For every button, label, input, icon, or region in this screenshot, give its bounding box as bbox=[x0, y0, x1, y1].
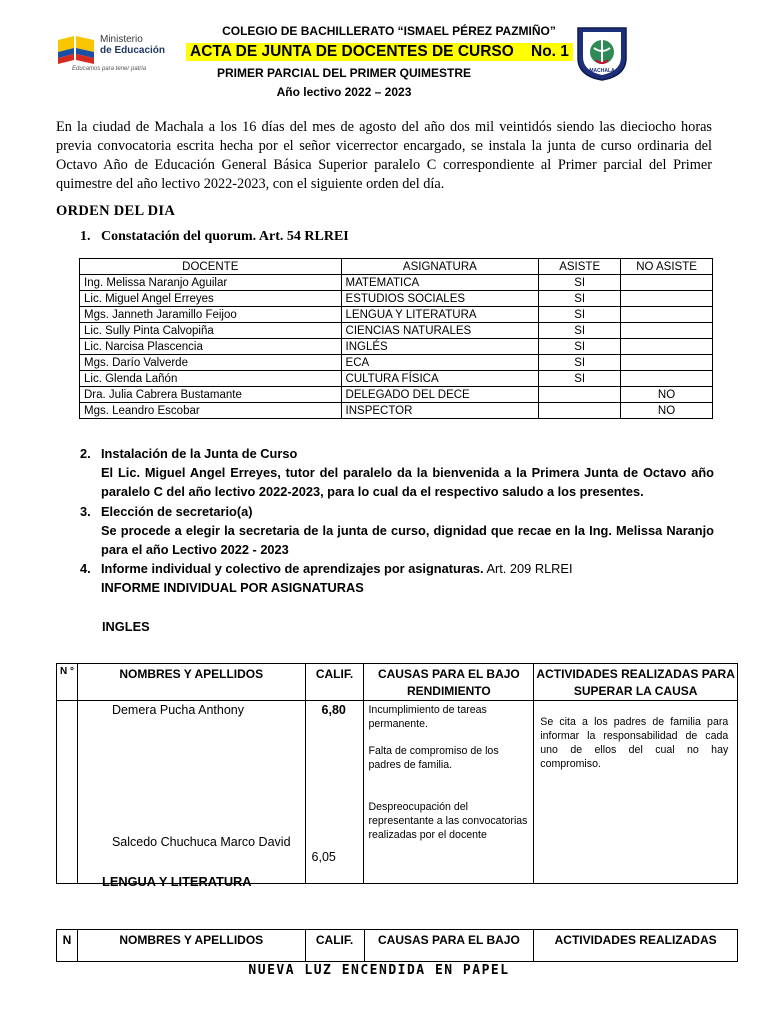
agenda-item-body: Se procede a elegir la secretaria de la junta de curso, dignidad que recae en la Ing. Melissa Naranjo para el año Lectivo 2022 - 2023 bbox=[101, 523, 714, 557]
agenda-item-1 bbox=[80, 229, 349, 245]
no-asiste-cell: NO bbox=[621, 403, 713, 419]
docente-cell: Ing. Melissa Naranjo Aguilar bbox=[80, 275, 342, 291]
table-row bbox=[80, 403, 713, 419]
asiste-cell: SI bbox=[539, 307, 621, 323]
asiste-cell bbox=[539, 403, 621, 419]
column-header-calif: CALIF. bbox=[305, 664, 364, 701]
agenda-item-title: Elección de secretario(a) bbox=[101, 504, 253, 519]
column-header-actividades: ACTIVIDADES REALIZADAS PARA SUPERAR LA CAUSA bbox=[534, 664, 738, 701]
agenda-item-number: 3. bbox=[80, 504, 91, 519]
agenda-item-title: Informe individual y colectivo de aprendizajes por asignaturas. bbox=[101, 561, 484, 576]
asignatura-cell: CULTURA FÍSICA bbox=[341, 371, 539, 387]
seal-text: MACHALA bbox=[589, 68, 615, 74]
docente-cell: Lic. Miguel Angel Erreyes bbox=[80, 291, 342, 307]
causa-item: Incumplimiento de tareas permanente. bbox=[368, 704, 487, 730]
no-asiste-cell bbox=[621, 291, 713, 307]
agenda-item-body: El Lic. Miguel Angel Erreyes, tutor del paralelo da la bienvenida a la Primera Junta de Octavo año paralelo C del año lectivo 2022-2023, para lo cual da el respectivo saludo a los presentes. bbox=[101, 465, 714, 499]
actividades-cell bbox=[534, 701, 738, 884]
no-asiste-cell bbox=[621, 355, 713, 371]
table-row bbox=[57, 701, 738, 884]
ministerio-logo-text: Ministerio de Educación bbox=[100, 34, 166, 56]
no-asiste-cell bbox=[621, 339, 713, 355]
asignatura-cell: CIENCIAS NATURALES bbox=[341, 323, 539, 339]
column-header-actividades: ACTIVIDADES REALIZADAS bbox=[534, 930, 738, 962]
docente-cell: Dra. Julia Cabrera Bustamante bbox=[80, 387, 342, 403]
agenda-item-reference: Art. 54 RLREI bbox=[258, 229, 349, 244]
asiste-cell: SI bbox=[539, 355, 621, 371]
table-header-row bbox=[80, 259, 713, 275]
asiste-cell: SI bbox=[539, 323, 621, 339]
agenda-item-title: Constatación del quorum. bbox=[101, 229, 257, 244]
docente-cell: Lic. Narcisa Plascencia bbox=[80, 339, 342, 355]
column-header-nombres: NOMBRES Y APELLIDOS bbox=[77, 930, 305, 962]
asignatura-cell: INSPECTOR bbox=[341, 403, 539, 419]
agenda-item-subtitle: INFORME INDIVIDUAL POR ASIGNATURAS bbox=[101, 580, 364, 595]
column-header: ASIGNATURA bbox=[341, 259, 539, 275]
table-row bbox=[80, 307, 713, 323]
column-header: NO ASISTE bbox=[621, 259, 713, 275]
asignatura-cell: INGLÉS bbox=[341, 339, 539, 355]
table-row bbox=[80, 355, 713, 371]
causa-item: Despreocupación del representante a las convocatorias realizadas por el docente bbox=[368, 801, 528, 841]
document-title: ACTA DE JUNTA DE DOCENTES DE CURSO No. 1 bbox=[186, 43, 573, 61]
agenda-item-number: 4. bbox=[80, 561, 91, 576]
subject-label-lengua: LENGUA Y LITERATURA bbox=[102, 874, 252, 889]
table-row bbox=[80, 291, 713, 307]
no-asiste-cell: NO bbox=[621, 387, 713, 403]
asignatura-cell: DELEGADO DEL DECE bbox=[341, 387, 539, 403]
column-header-n: N bbox=[57, 930, 78, 962]
ecuador-flag-logo-icon bbox=[56, 34, 96, 64]
footer-banner: NUEVA LUZ ENCENDIDA EN PAPEL bbox=[248, 963, 510, 978]
subject-label-ingles: INGLES bbox=[102, 619, 150, 634]
asiste-cell: SI bbox=[539, 339, 621, 355]
agenda-item-number: 1. bbox=[80, 229, 91, 244]
school-name: COLEGIO DE BACHILLERATO “ISMAEL PÉREZ PAZMIÑO” bbox=[222, 24, 556, 38]
asiste-cell: SI bbox=[539, 291, 621, 307]
n-cell bbox=[57, 701, 78, 884]
table-row bbox=[80, 387, 713, 403]
docente-cell: Mgs. Janneth Jaramillo Feijoo bbox=[80, 307, 342, 323]
actividad-text: Se cita a los padres de familia para informar la responsabilidad de cada uno de ellos del cual no hay compromiso. bbox=[540, 716, 729, 770]
column-header-causas: CAUSAS PARA EL BAJO RENDIMIENTO bbox=[364, 664, 534, 701]
causa-item: Falta de compromiso de los padres de familia. bbox=[368, 745, 499, 771]
table-row bbox=[80, 371, 713, 387]
column-header-calif: CALIF. bbox=[305, 930, 364, 962]
agenda-item-2 bbox=[80, 444, 714, 501]
agenda-item-4 bbox=[80, 559, 714, 597]
asignatura-cell: ESTUDIOS SOCIALES bbox=[341, 291, 539, 307]
agenda-item-3 bbox=[80, 502, 714, 559]
lengua-report-table bbox=[56, 929, 738, 962]
intro-paragraph: En la ciudad de Machala a los 16 días del mes de agosto del año dos mil veintidós siendo las dieciocho horas previa convocatoria escrita hecha por el señor vicerrector encargado, se instala la junta de curso ordinaria del Octavo Año de Educación General Básica Superior paralelo C correspondiente al Primer parcial del Primer quimestre del año lectivo 2022-2023, con el siguiente orden del día. bbox=[56, 119, 712, 192]
docente-cell: Mgs. Leandro Escobar bbox=[80, 403, 342, 419]
docente-cell: Lic. Sully Pinta Calvopiña bbox=[80, 323, 342, 339]
column-header-n: N ° bbox=[57, 664, 78, 701]
no-asiste-cell bbox=[621, 323, 713, 339]
agenda-item-number: 2. bbox=[80, 446, 91, 461]
column-header: DOCENTE bbox=[80, 259, 342, 275]
student-grade: 6,05 bbox=[311, 850, 336, 864]
no-asiste-cell bbox=[621, 371, 713, 387]
docente-cell: Lic. Glenda Lañón bbox=[80, 371, 342, 387]
column-header-causas: CAUSAS PARA EL BAJO bbox=[364, 930, 534, 962]
attendance-table bbox=[79, 258, 713, 419]
agenda-item-title: Instalación de la Junta de Curso bbox=[101, 446, 298, 461]
agenda-item-reference: Art. 209 RLREI bbox=[486, 561, 573, 576]
nombres-cell bbox=[77, 701, 305, 884]
asiste-cell: SI bbox=[539, 275, 621, 291]
document-subtitle: PRIMER PARCIAL DEL PRIMER QUIMESTRE bbox=[216, 66, 472, 80]
no-asiste-cell bbox=[621, 275, 713, 291]
table-header-row bbox=[57, 930, 738, 962]
student-grade: 6,80 bbox=[321, 703, 346, 717]
table-row bbox=[80, 339, 713, 355]
table-row bbox=[80, 275, 713, 291]
asiste-cell bbox=[539, 387, 621, 403]
table-header-row bbox=[57, 664, 738, 701]
column-header: ASISTE bbox=[539, 259, 621, 275]
table-row bbox=[80, 323, 713, 339]
calif-cell bbox=[305, 701, 364, 884]
asignatura-cell: MATEMATICA bbox=[341, 275, 539, 291]
school-year: Año lectivo 2022 – 2023 bbox=[276, 85, 412, 99]
ministerio-tagline: Educamos para tener patria bbox=[72, 66, 147, 72]
orden-del-dia-heading: ORDEN DEL DIA bbox=[56, 203, 176, 219]
docente-cell: Mgs. Darío Valverde bbox=[80, 355, 342, 371]
student-name: Salcedo Chuchuca Marco David bbox=[111, 835, 291, 849]
no-asiste-cell bbox=[621, 307, 713, 323]
column-header-nombres: NOMBRES Y APELLIDOS bbox=[77, 664, 305, 701]
asignatura-cell: LENGUA Y LITERATURA bbox=[341, 307, 539, 323]
causas-cell bbox=[364, 701, 534, 884]
asiste-cell: SI bbox=[539, 371, 621, 387]
ingles-report-table bbox=[56, 663, 738, 884]
student-name: Demera Pucha Anthony bbox=[111, 703, 244, 717]
asignatura-cell: ECA bbox=[341, 355, 539, 371]
